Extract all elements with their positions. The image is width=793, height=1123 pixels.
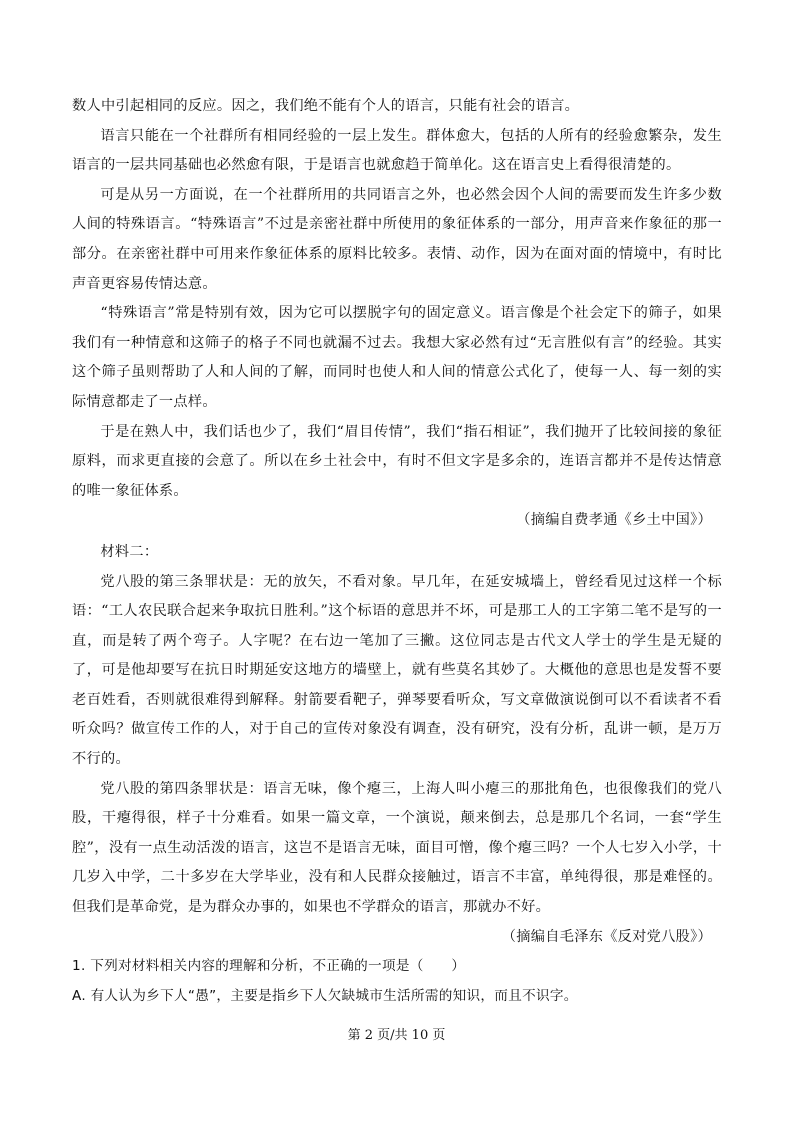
paragraph: 语言只能在一个社群所有相同经验的一层上发生。群体愈大，包括的人所有的经验愈繁杂，发生语言的一层共同基础也必然愈有限，于是语言也就愈趋于简单化。这在语言史上看得很清楚的。 xyxy=(72,127,722,174)
source-citation-fei-xiaotong: （摘编自费孝通《乡土中国》） xyxy=(516,512,712,529)
source-citation-mao-zedong: （摘编自毛泽东《反对党八股》） xyxy=(501,928,712,945)
paragraph: “特殊语言”常是特别有效，因为它可以摆脱字句的固定意义。语言像是个社会定下的筛子，如果我们有一种情意和这筛子的格子不同也就漏不过去。我想大家必然有过“无言胜似有言”的经验。其实这个筛子虽则帮助了人和人间的了解，而同时也使人和人间的情意公式化了，使每一人、每一刻的实际情意都走了一点样。 xyxy=(72,305,722,410)
paragraph: 数人中引起相同的反应。因之，我们绝不能有个人的语言，只能有社会的语言。 xyxy=(72,98,580,114)
material-two-heading: 材料二： xyxy=(100,543,159,560)
paragraph: 党八股的第三条罪状是：无的放矢，不看对象。早几年，在延安城墙上，曾经看见过这样一个标语：“工人农民联合起来争取抗日胜利。”这个标语的意思并不坏，可是那工人的工字第二笔不是写的一直，而是转了两个弯子。人字呢？在右边一笔加了三撇。这位同志是古代文人学士的学生是无疑的了，可是他却要写在抗日时期延安这地方的墙壁上，就有些莫名其妙了。大概他的意思也是发誓不要老百姓看，否则就很难得到解释。射箭要看靶子，弹琴要看听众，写文章做演说倒可以不看读者不看听众吗？做宣传工作的人，对于自己的宣传对象没有调查，没有研究，没有分析，乱讲一顿，是万万不行的。 xyxy=(72,573,722,768)
question-1-option-a: A. 有人认为乡下人“愚”，主要是指乡下人欠缺城市生活所需的知识，而且不识字。 xyxy=(72,987,578,1004)
material-one-section xyxy=(72,92,722,506)
paragraph: 于是在熟人中，我们话也少了，我们“眉目传情”，我们“指石相证”，我们抛开了比较间接的象征原料，而求更直接的会意了。所以在乡土社会中，有时不但文字是多余的，连语言都并不是传达情意的唯一象征体系。 xyxy=(72,423,722,499)
paragraph: 党八股的第四条罪状是：语言无味，像个瘪三，上海人叫小瘪三的那批角色，也很像我们的党八股，干瘪得很，样子十分难看。如果一篇文章，一个演说，颠来倒去，总是那几个名词，一套“学生腔”，没有一点生动活泼的语言，这岂不是语言无味，面目可憎，像个瘪三吗？一个人七岁入小学，十几岁入中学，二十多岁在大学毕业，没有和人民群众接触过，语言不丰富，单纯得很，那是难怪的。但我们是革命党，是为群众办事的，如果也不学群众的语言，那就办不好。 xyxy=(72,780,722,916)
page-footer: 第 2 页/共 10 页 xyxy=(347,1028,446,1043)
question-1-stem: 1. 下列对材料相关内容的理解和分析，不正确的一项是（ ） xyxy=(72,958,466,975)
document-body xyxy=(72,92,722,1011)
material-two-section xyxy=(72,568,722,923)
paragraph: 可是从另一方面说，在一个社群所用的共同语言之外，也必然会因个人间的需要而发生许多少数人间的特殊语言。“特殊语言”不过是亲密社群中所使用的象征体系的一部分，用声音来作象征的那一部分。在亲密社群中可用来作象征体系的原料比较多。表情、动作，因为在面对面的情境中，有时比声音更容易传情达意。 xyxy=(72,186,722,292)
